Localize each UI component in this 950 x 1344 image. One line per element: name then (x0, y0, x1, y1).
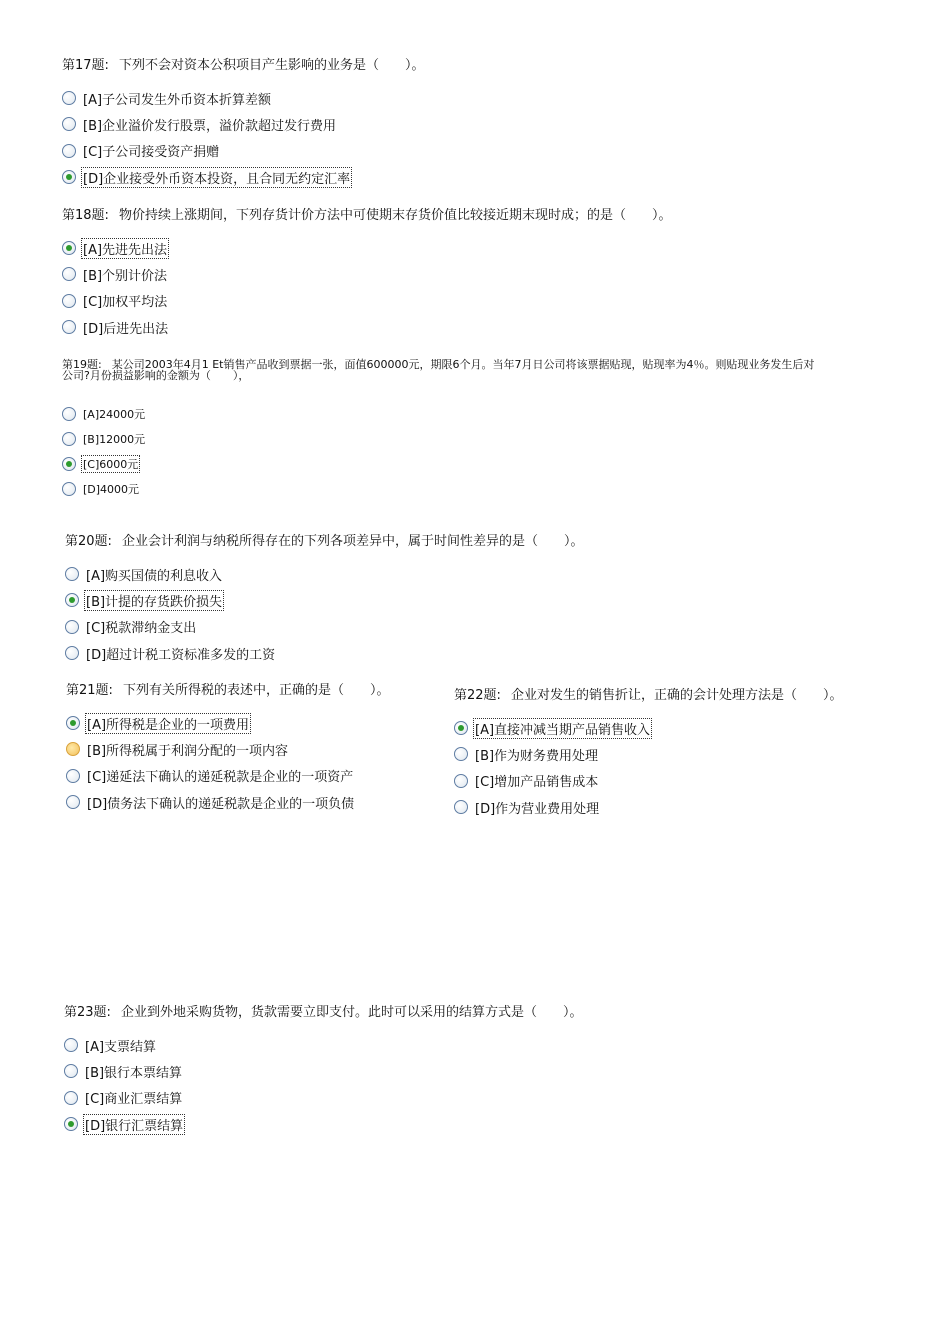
option-c[interactable] (62, 138, 424, 164)
option-c[interactable] (62, 288, 671, 314)
option-label: [B]企业溢价发行股票，溢价款超过发行费用 (83, 118, 337, 134)
radio-icon[interactable] (64, 1091, 78, 1105)
radio-icon[interactable] (62, 91, 76, 105)
option-label: [B]银行本票结算 (85, 1065, 183, 1081)
question-number: 第17题: (62, 58, 109, 73)
option-label: [D]作为营业费用处理 (475, 801, 600, 817)
radio-icon[interactable] (62, 407, 76, 421)
option-d[interactable] (454, 794, 842, 820)
question-number: 第23题: (64, 1005, 111, 1020)
question-text: 物价持续上涨期间，下列存货计价方法中可使期末存货价值比较接近期末现时成；的是（ ）。 (118, 208, 672, 223)
option-c[interactable] (66, 763, 389, 789)
option-label: [D]后进先出法 (83, 321, 169, 337)
option-a[interactable] (64, 1032, 582, 1058)
question-17 (62, 58, 424, 190)
option-label: [C]递延法下确认的递延税款是企业的一项资产 (87, 770, 354, 786)
option-label: [C]商业汇票结算 (85, 1092, 183, 1108)
option-c[interactable] (64, 1085, 582, 1111)
option-d[interactable] (62, 164, 424, 190)
option-label: [B]所得税属于利润分配的一项内容 (87, 743, 289, 759)
option-b[interactable] (454, 741, 842, 767)
question-number: 第19题: (62, 358, 102, 371)
option-a[interactable] (62, 235, 671, 261)
question-22 (454, 688, 842, 820)
question-text: 企业到外地采购货物，货款需要立即支付。此时可以采用的结算方式是（ ）。 (120, 1005, 583, 1020)
radio-icon[interactable] (454, 747, 468, 761)
option-b[interactable] (62, 426, 822, 451)
option-label: [D]银行汇票结算 (84, 1115, 184, 1134)
option-c[interactable] (62, 451, 822, 476)
option-a[interactable] (62, 85, 424, 111)
radio-icon[interactable] (454, 774, 468, 788)
option-label: [C]6000元 (83, 457, 139, 471)
question-text: 某公司2003年4月1 Et销售产品收到票据一张，面值600000元，期限6个月。当年7月日公司将该票据贴现，贴现率为4％。则贴现业务发生后对公司?月份损益影响的金额为（ ）， (62, 358, 815, 382)
question-20-title (65, 534, 583, 550)
option-c[interactable] (454, 768, 842, 794)
question-23-title (64, 1005, 582, 1021)
radio-checked-icon[interactable] (65, 593, 79, 607)
radio-icon[interactable] (62, 320, 76, 334)
question-text: 企业对发生的销售折让，正确的会计处理方法是（ ）。 (510, 688, 843, 703)
question-text: 下列不会对资本公积项目产生影响的业务是（ ）。 (118, 58, 425, 73)
radio-icon[interactable] (62, 267, 76, 281)
radio-checked-icon[interactable] (454, 721, 468, 735)
option-a[interactable] (65, 561, 583, 587)
question-17-title (62, 58, 424, 74)
radio-icon[interactable] (66, 795, 80, 809)
radio-icon[interactable] (62, 432, 76, 446)
radio-icon[interactable] (66, 769, 80, 783)
option-label: [C]子公司接受资产捐赠 (83, 145, 220, 161)
radio-checked-icon[interactable] (66, 716, 80, 730)
radio-icon[interactable] (62, 117, 76, 131)
option-label: [D]4000元 (83, 482, 140, 496)
radio-icon[interactable] (64, 1064, 78, 1078)
radio-checked-icon[interactable] (64, 1117, 78, 1131)
question-19-title (62, 359, 822, 381)
question-18-title (62, 208, 671, 224)
option-b[interactable] (62, 111, 424, 137)
option-b[interactable] (65, 587, 583, 613)
radio-checked-icon[interactable] (62, 457, 76, 471)
option-d[interactable] (62, 314, 671, 340)
radio-checked-icon[interactable] (62, 241, 76, 255)
radio-icon[interactable] (454, 800, 468, 814)
option-label: [A]先进先出法 (82, 239, 168, 258)
option-label: [D]企业接受外币资本投资，且合同无约定汇率 (82, 168, 351, 187)
option-d[interactable] (64, 1111, 582, 1137)
option-label: [C]加权平均法 (83, 295, 168, 311)
option-label: [B]个别计价法 (83, 268, 168, 284)
option-c[interactable] (65, 614, 583, 640)
radio-icon[interactable] (65, 646, 79, 660)
question-21 (66, 683, 389, 815)
question-20 (65, 534, 583, 666)
question-18 (62, 208, 671, 340)
question-text: 企业会计利润与纳税所得存在的下列各项差异中，属于时间性差异的是（ ）。 (121, 534, 584, 549)
option-d[interactable] (65, 640, 583, 666)
question-21-title (66, 683, 389, 699)
question-number: 第22题: (454, 688, 501, 703)
radio-icon[interactable] (62, 294, 76, 308)
option-label: [D]超过计税工资标准多发的工资 (86, 647, 276, 663)
radio-icon[interactable] (65, 567, 79, 581)
question-number: 第20题: (65, 534, 112, 549)
option-label: [B]作为财务费用处理 (475, 748, 599, 764)
option-b[interactable] (66, 736, 389, 762)
question-19 (62, 359, 822, 501)
option-label: [A]购买国债的利息收入 (86, 568, 223, 584)
question-23 (64, 1005, 582, 1137)
option-b[interactable] (64, 1058, 582, 1084)
option-a[interactable] (454, 715, 842, 741)
question-number: 第21题: (66, 683, 113, 698)
question-number: 第18题: (62, 208, 109, 223)
option-label: [A]支票结算 (85, 1039, 157, 1055)
option-label: [A]子公司发生外币资本折算差额 (83, 92, 272, 108)
option-d[interactable] (66, 789, 389, 815)
radio-icon[interactable] (64, 1038, 78, 1052)
option-a[interactable] (66, 710, 389, 736)
option-label: [A]所得税是企业的一项费用 (86, 714, 250, 733)
option-d[interactable] (62, 476, 822, 501)
option-a[interactable] (62, 401, 822, 426)
option-label: [C]税款滞纳金支出 (86, 621, 197, 637)
radio-icon[interactable] (62, 482, 76, 496)
radio-icon[interactable] (62, 144, 76, 158)
option-label: [C]增加产品销售成本 (475, 775, 599, 791)
option-label: [A]24000元 (83, 407, 146, 421)
option-label: [B]计提的存货跌价损失 (85, 591, 223, 610)
radio-hover-icon[interactable] (66, 742, 80, 756)
question-text: 下列有关所得税的表述中，正确的是（ ）。 (122, 683, 390, 698)
radio-icon[interactable] (65, 620, 79, 634)
option-label: [D]债务法下确认的递延税款是企业的一项负债 (87, 796, 355, 812)
question-22-title (454, 688, 842, 704)
option-b[interactable] (62, 261, 671, 287)
radio-checked-icon[interactable] (62, 170, 76, 184)
option-label: [A]直接冲减当期产品销售收入 (474, 719, 651, 738)
option-label: [B]12000元 (83, 432, 146, 446)
